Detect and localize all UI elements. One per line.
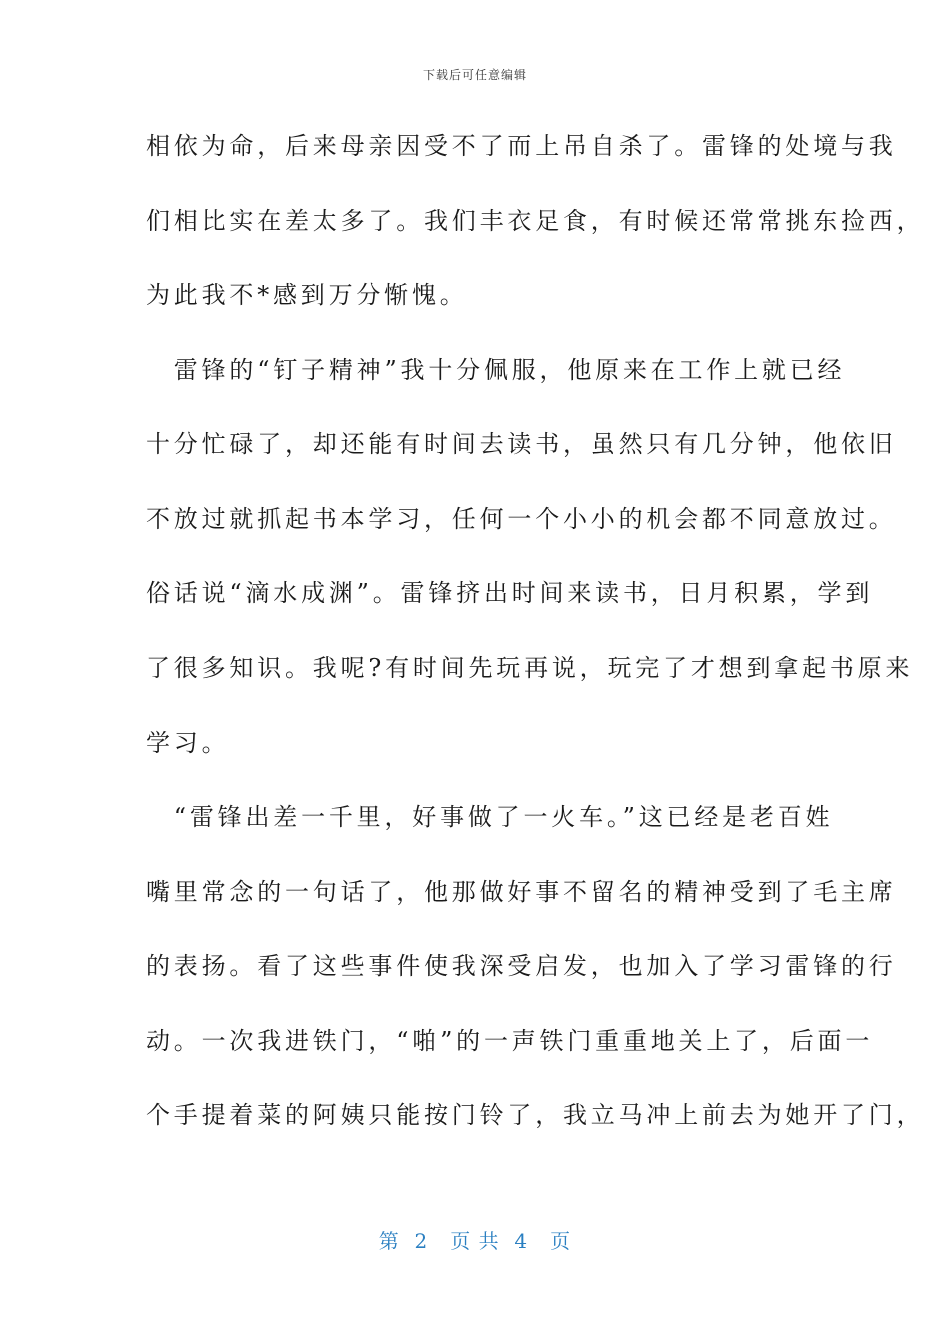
body-line: 个手提着菜的阿姨只能按门铃了，我立马冲上前去为她开了门，: [146, 1101, 925, 1129]
body-line: 俗话说“滴水成渊”。雷锋挤出时间来读书，日月积累，学到: [146, 579, 874, 607]
body-line: 的表扬。看了这些事件使我深受启发，也加入了学习雷锋的行: [146, 952, 897, 980]
body-line: 了很多知识。我呢?有时间先玩再说，玩完了才想到拿起书原来: [146, 654, 914, 682]
body-line: 不放过就抓起书本学习，任何一个小小的机会都不同意放过。: [146, 505, 897, 533]
body-line: 十分忙碌了，却还能有时间去读书，虽然只有几分钟，他依旧: [146, 430, 897, 458]
paragraph-first-line: “雷锋出差一千里，好事做了一火车。”这已经是老百姓: [146, 803, 834, 831]
page-header: 下载后可任意编辑: [422, 68, 527, 82]
body-line: 学习。: [146, 729, 230, 757]
body-line: 为此我不*感到万分惭愧。: [146, 281, 468, 309]
body-line: 们相比实在差太多了。我们丰衣足食，有时候还常常挑东捡西，: [146, 207, 925, 235]
body-line: 动。一次我进铁门，“啪”的一声铁门重重地关上了，后面一: [146, 1027, 874, 1055]
body-line: 嘴里常念的一句话了，他那做好事不留名的精神受到了毛主席: [146, 878, 897, 906]
body-line: 相依为命，后来母亲因受不了而上吊自杀了。雷锋的处境与我: [146, 132, 897, 160]
paragraph-first-line: 雷锋的“钉子精神”我十分佩服，他原来在工作上就已经: [146, 356, 846, 384]
page-footer: 第 2 页 共 4 页: [378, 1229, 572, 1253]
